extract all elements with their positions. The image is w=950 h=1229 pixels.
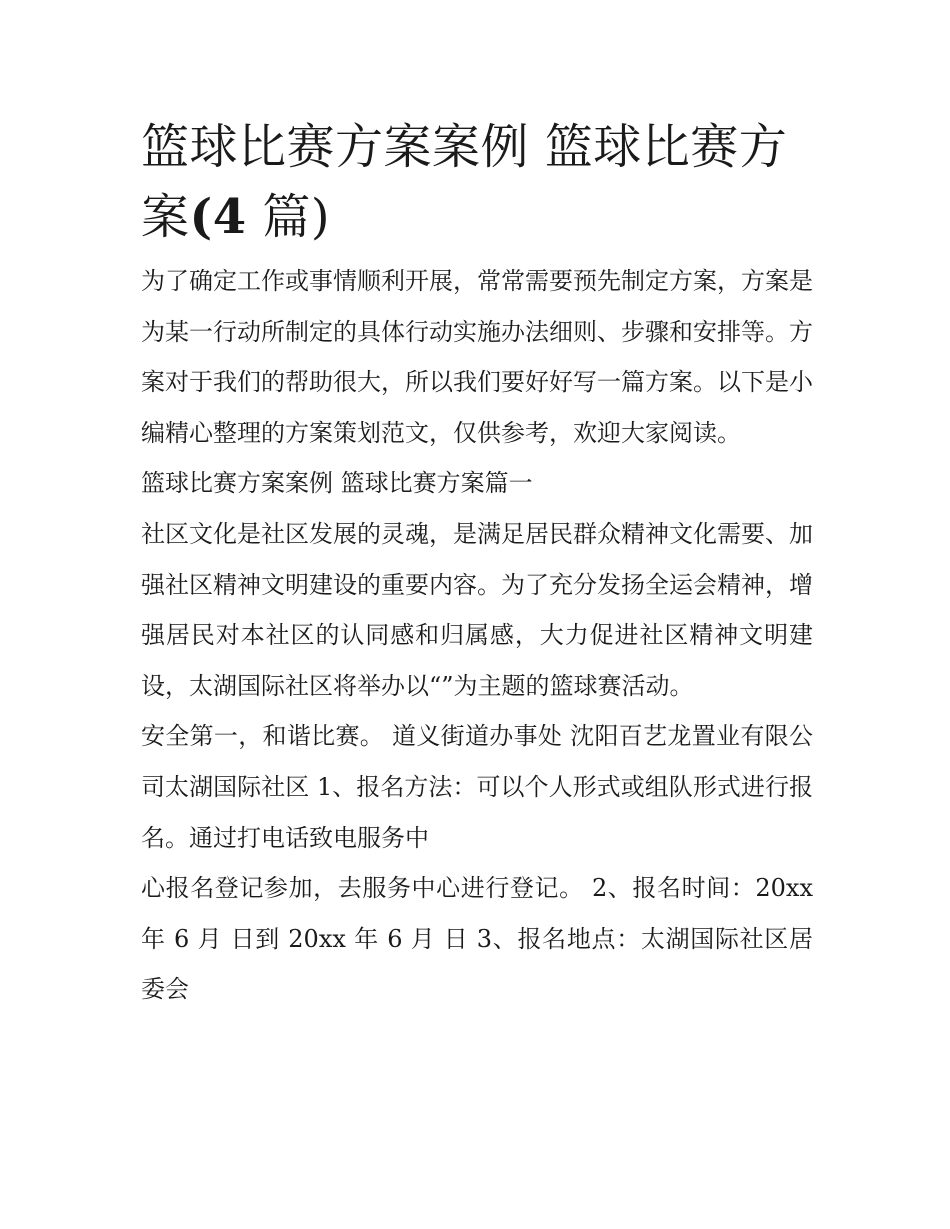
title-open-paren: (: [189, 189, 213, 245]
title-main-text: 篮球比赛方案案例 篮球比赛方案: [141, 119, 788, 245]
body-paragraph-registration: 心报名登记参加，去服务中心进行登记。 2、报名时间：20xx 年 6 月 日到 20xx 年 6 月 日 3、报名地点：太湖国际社区居委会: [141, 874, 813, 1004]
intro-paragraph: 为了确定工作或事情顺利开展，常常需要预先制定方案，方案是为某一行动所制定的具体行动实施办法细则、步骤和安排等。方案对于我们的帮助很大，所以我们要好好写一篇方案。以下是小编精心整理的方案策划范文，仅供参考，欢迎大家阅读。: [141, 267, 813, 447]
document-title: [141, 112, 813, 252]
body-paragraph-organizers: 安全第一，和谐比赛。 道义街道办事处 沈阳百艺龙置业有限公司太湖国际社区 1、报名方法：可以个人形式或组队形式进行报名。通过打电话致电服务中: [141, 722, 813, 852]
title-count: 4: [212, 189, 247, 245]
document-page: [141, 112, 813, 1015]
body-paragraph-culture: 社区文化是社区发展的灵魂，是满足居民群众精神文化需要、加强社区精神文明建设的重要内容。为了充分发扬全运会精神，增强居民对本社区的认同感和归属感，大力促进社区精神文明建设，太湖国际社区将举办以“”为主题的篮球赛活动。: [141, 519, 813, 700]
title-tail-text: 篇): [246, 189, 331, 245]
section-heading: 篮球比赛方案案例 篮球比赛方案篇一: [141, 469, 533, 498]
